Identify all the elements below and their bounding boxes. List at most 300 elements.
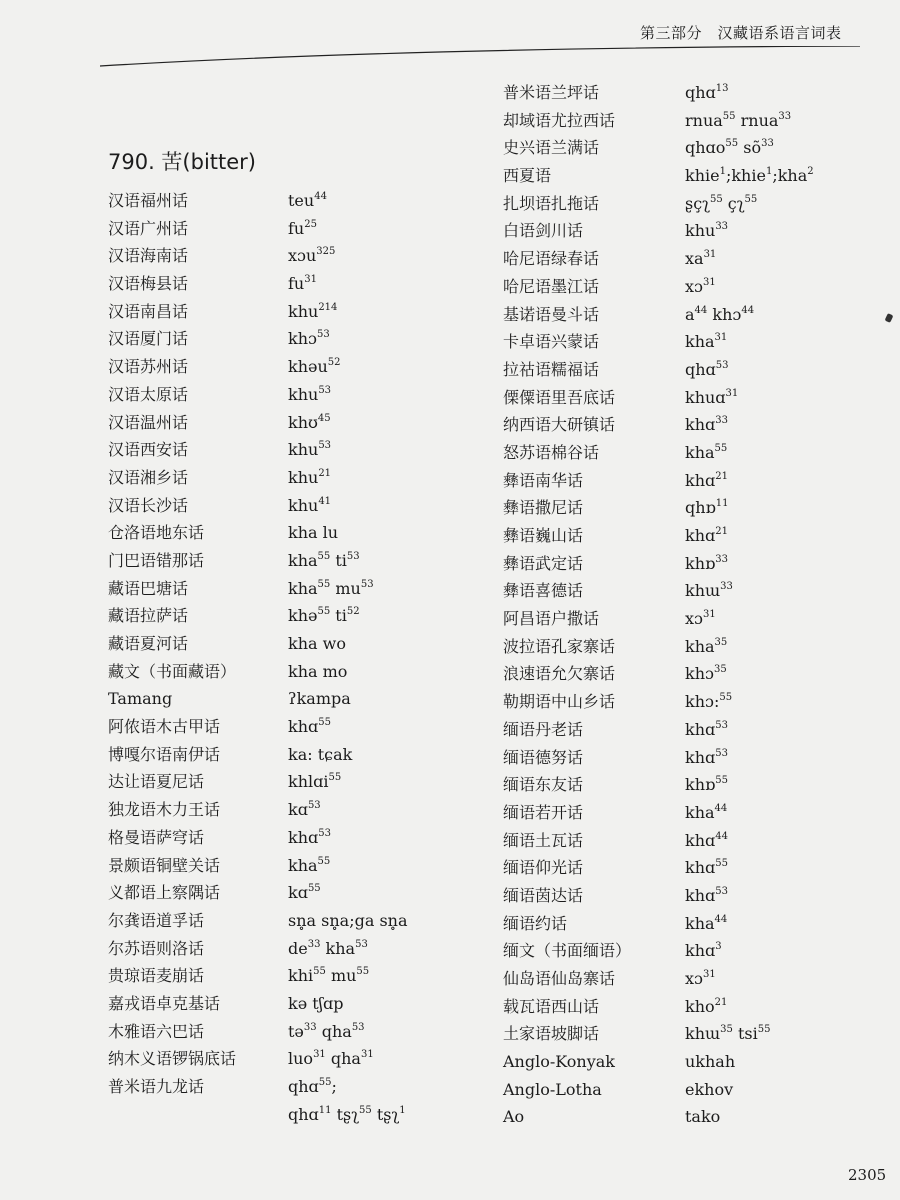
word-form — [288, 190, 327, 212]
word-form — [685, 387, 738, 409]
language-name: 史兴语兰满话 — [503, 138, 600, 158]
language-name: 仙岛语仙岛寨话 — [503, 969, 616, 988]
form-segment: teu — [288, 191, 315, 210]
language-name: Anglo-Lotha — [503, 1079, 602, 1099]
form-segment: xɔ — [685, 969, 703, 988]
word-form — [288, 910, 408, 932]
form-segment: ekhov — [685, 1079, 734, 1099]
word-form — [685, 331, 727, 353]
tone-superscript: 52 — [327, 357, 341, 369]
tone-superscript: 13 — [715, 83, 729, 94]
tone-superscript: 31 — [703, 249, 717, 261]
form-segment: çʅ — [722, 193, 745, 213]
form-segment: ;khie — [725, 166, 766, 186]
word-form — [685, 193, 757, 215]
form-segment: tʂʅ — [331, 1104, 360, 1124]
tone-superscript: 33 — [720, 581, 733, 593]
language-name: 拉祜语糯福话 — [503, 359, 600, 379]
tone-superscript: 35 — [714, 636, 728, 648]
language-name: 白语剑川话 — [503, 221, 584, 241]
form-segment: ukhah — [685, 1052, 736, 1072]
form-segment: tako — [685, 1107, 721, 1127]
form-segment: khu — [288, 384, 319, 404]
language-name: 阿昌语户撒话 — [503, 609, 600, 629]
form-segment: de — [288, 938, 308, 958]
word-form — [288, 744, 352, 766]
tone-superscript: 55 — [744, 193, 758, 205]
word-form — [288, 938, 368, 960]
form-segment: khɑ — [685, 830, 716, 850]
tone-superscript: 35 — [720, 1024, 733, 1036]
language-name: 彝语撒尼话 — [503, 498, 584, 518]
language-name: 缅文（书面缅语） — [503, 941, 632, 961]
word-form — [685, 636, 727, 658]
word-form — [685, 470, 728, 492]
form-segment: mu — [325, 966, 357, 986]
header-curve-line — [0, 46, 900, 96]
form-segment: a — [685, 304, 695, 324]
word-form — [685, 304, 754, 326]
form-segment: khu — [288, 495, 319, 515]
form-segment: fu — [288, 274, 305, 294]
form-segment: ti — [330, 606, 347, 626]
language-name: 博嘎尔语南伊话 — [108, 744, 221, 764]
language-name: 缅语仰光话 — [503, 858, 584, 878]
tone-superscript: 53 — [355, 938, 368, 950]
word-form — [685, 885, 728, 907]
form-segment: qhɒ — [685, 498, 716, 518]
tone-superscript: 55 — [715, 858, 728, 870]
word-form — [685, 1106, 720, 1128]
tone-superscript: 55 — [318, 1077, 332, 1088]
form-segment: khɑ — [685, 719, 716, 739]
tone-superscript: 35 — [713, 664, 727, 676]
tone-superscript: 31 — [313, 1049, 326, 1061]
form-segment: khɑ — [685, 941, 716, 961]
form-segment: xɔu — [288, 246, 317, 266]
tone-superscript: 55 — [328, 772, 342, 784]
language-name: 却域语尤拉西话 — [503, 110, 616, 130]
tone-superscript: 52 — [346, 606, 360, 618]
form-segment: khʊ — [288, 412, 318, 432]
word-form — [685, 857, 728, 879]
tone-superscript: 53 — [715, 885, 728, 897]
ink-smudge — [885, 313, 894, 323]
form-segment: khu — [288, 440, 319, 460]
word-form — [288, 1076, 337, 1098]
word-form — [685, 220, 728, 242]
tone-superscript: 55 — [317, 855, 331, 867]
language-name: Ao — [503, 1107, 525, 1127]
tone-superscript: 44 — [715, 830, 728, 842]
tone-superscript: 33 — [307, 938, 321, 950]
language-name: 纳西语大研镇话 — [503, 415, 616, 435]
language-name: 西夏语 — [503, 166, 552, 186]
language-name: 独龙语木力王话 — [108, 800, 221, 820]
tone-superscript: 33 — [761, 138, 774, 150]
tone-superscript: 45 — [317, 412, 331, 424]
word-form — [685, 802, 727, 824]
language-name: 彝语武定话 — [503, 553, 584, 573]
word-form — [685, 414, 728, 436]
form-segment: kha — [288, 578, 318, 598]
language-name: 普米语兰坪话 — [503, 83, 600, 102]
form-segment: qhɑ — [288, 1077, 319, 1096]
language-name: 汉语长沙话 — [108, 495, 189, 515]
form-segment: ka: tɕak — [288, 744, 353, 764]
language-name: 仓洛语地东话 — [108, 523, 205, 543]
form-segment: kha lu — [288, 523, 339, 543]
form-segment: qhɑo — [685, 138, 726, 158]
word-form — [288, 384, 331, 406]
word-form — [288, 771, 341, 793]
word-form — [288, 661, 347, 683]
word-form — [685, 719, 728, 741]
language-name: 基诺语曼斗话 — [503, 304, 600, 324]
tone-superscript: 31 — [702, 609, 716, 621]
tone-superscript: 31 — [702, 969, 716, 980]
language-name: 彝语南华话 — [503, 470, 584, 490]
form-segment: kha — [685, 636, 715, 656]
language-name: 缅语土瓦话 — [503, 830, 584, 850]
form-segment: khlɑi — [288, 772, 329, 792]
language-name: Anglo-Konyak — [503, 1052, 615, 1072]
word-form — [288, 245, 335, 267]
language-name: 缅语约话 — [503, 913, 568, 933]
word-form — [685, 1023, 770, 1045]
language-name: 汉语梅县话 — [108, 274, 189, 294]
word-form — [685, 774, 728, 796]
word-form — [685, 663, 727, 685]
tone-superscript: 31 — [702, 276, 716, 288]
word-form — [685, 82, 729, 104]
form-segment: ti — [330, 550, 347, 570]
form-segment: qha — [325, 1049, 361, 1069]
tone-superscript: 53 — [318, 440, 332, 452]
form-segment: ;kha — [772, 166, 808, 186]
language-name: 义都语上察隅话 — [108, 883, 221, 903]
form-segment: xa — [685, 249, 704, 269]
tone-superscript: 53 — [318, 384, 332, 396]
language-name: 木雅语六巴话 — [108, 1021, 205, 1041]
language-name: 扎坝语扎拖话 — [503, 193, 600, 213]
language-name: 浪速语允欠寨话 — [503, 664, 616, 684]
word-form — [685, 553, 728, 575]
form-segment: tsi — [732, 1024, 758, 1044]
word-form — [288, 827, 331, 849]
form-segment: khu — [685, 221, 716, 241]
form-segment: kha — [685, 913, 715, 933]
word-form — [288, 799, 321, 821]
form-segment: khɑ — [288, 827, 319, 847]
language-name: 汉语温州话 — [108, 412, 189, 432]
tone-superscript: 53 — [360, 578, 374, 590]
form-segment: qhɑ — [288, 1104, 319, 1124]
language-name: 格曼语萨穹话 — [108, 827, 205, 847]
word-form — [288, 993, 344, 1015]
tone-superscript: 53 — [346, 550, 360, 562]
language-name: 达让语夏尼话 — [108, 772, 205, 792]
language-name: 彝语巍山话 — [503, 526, 584, 545]
language-name: 藏语夏河话 — [108, 634, 189, 653]
word-form — [685, 359, 729, 381]
word-form — [685, 248, 716, 270]
word-form — [685, 968, 716, 990]
form-segment: ʔkampa — [288, 689, 351, 709]
tone-superscript: 31 — [304, 274, 317, 286]
word-form — [685, 940, 722, 962]
language-name: 汉语海南话 — [108, 246, 189, 266]
word-form — [685, 442, 727, 464]
word-form — [288, 1104, 406, 1126]
tone-superscript: 55 — [715, 775, 728, 787]
language-name: 汉语西安话 — [108, 440, 189, 460]
word-form — [685, 747, 728, 769]
tone-superscript: 55 — [359, 1104, 372, 1116]
tone-superscript: 44 — [694, 304, 708, 316]
form-segment: khɒ — [685, 775, 716, 795]
word-form — [288, 218, 317, 240]
language-name: 藏语巴塘话 — [108, 578, 189, 598]
word-form — [288, 578, 374, 600]
tone-superscript: 55 — [714, 442, 728, 454]
word-form — [288, 328, 330, 350]
word-form — [685, 497, 729, 519]
language-name: 勒期语中山乡话 — [503, 692, 616, 712]
word-form — [685, 110, 791, 132]
word-form — [685, 525, 728, 547]
tone-superscript: 11 — [715, 498, 729, 510]
tone-superscript: 53 — [715, 747, 728, 759]
tone-superscript: 55 — [318, 717, 331, 729]
tone-superscript: 53 — [316, 329, 330, 341]
tone-superscript: 21 — [715, 470, 728, 482]
running-header: 第三部分 汉藏语系语言词表 — [640, 24, 842, 42]
language-name: 缅语茵达话 — [503, 885, 584, 905]
tone-superscript: 41 — [318, 495, 332, 507]
form-segment: ʂçʅ — [685, 193, 710, 213]
word-form — [685, 1079, 733, 1101]
tone-superscript: 1 — [765, 166, 773, 178]
word-form — [288, 716, 331, 738]
word-form — [685, 913, 727, 935]
form-segment: xɔ — [685, 609, 703, 629]
word-form — [685, 165, 814, 187]
form-segment: mu — [330, 578, 361, 598]
word-form — [685, 1051, 735, 1073]
form-segment: khɔ: — [685, 692, 720, 712]
form-segment: kɑ — [288, 800, 308, 820]
tone-superscript: 55 — [725, 138, 739, 150]
tone-superscript: 25 — [304, 218, 317, 230]
language-name: 卡卓语兴蒙话 — [503, 332, 600, 352]
language-name: 汉语福州话 — [108, 191, 189, 210]
tone-superscript: 21 — [715, 526, 728, 537]
form-segment: sõ — [738, 138, 762, 158]
tone-superscript: 33 — [715, 553, 728, 565]
form-segment: khɑ — [685, 415, 716, 435]
form-segment: khuɑ — [685, 387, 726, 407]
language-name: 怒苏语棉谷话 — [503, 442, 600, 462]
form-segment: luo — [288, 1049, 314, 1069]
language-name: 汉语太原话 — [108, 384, 189, 404]
language-name: 波拉语孔家寨话 — [503, 636, 616, 656]
tone-superscript: 1 — [719, 166, 726, 178]
word-form — [288, 882, 321, 904]
language-name: 藏语拉萨话 — [108, 606, 189, 626]
language-name: 尔苏语则洛话 — [108, 938, 205, 958]
language-name: 嘉戎语卓克基话 — [108, 993, 221, 1013]
word-form — [288, 356, 341, 378]
language-name: 汉语苏州话 — [108, 357, 189, 377]
tone-superscript: 55 — [356, 966, 370, 978]
form-segment: khɯ — [685, 1024, 721, 1044]
word-form — [288, 467, 331, 489]
tone-superscript: 55 — [722, 110, 736, 122]
tone-superscript: 21 — [714, 996, 728, 1008]
language-name: 缅语若开话 — [503, 802, 584, 822]
word-form — [288, 522, 338, 544]
form-segment: kɑ — [288, 883, 308, 903]
tone-superscript: 44 — [714, 913, 728, 925]
tone-superscript: 33 — [715, 415, 728, 427]
tone-superscript: 31 — [725, 387, 739, 399]
form-segment: khɯ — [685, 581, 721, 601]
tone-superscript: 11 — [318, 1104, 332, 1116]
form-segment: khu — [288, 467, 319, 487]
word-form — [288, 605, 360, 627]
form-segment: qha — [316, 1021, 352, 1041]
tone-superscript: 33 — [303, 1021, 317, 1033]
form-segment: kha — [685, 802, 715, 822]
tone-superscript: 214 — [318, 301, 338, 313]
form-segment: kə tʃɑp — [288, 993, 344, 1013]
language-name: 纳木义语锣锅底话 — [108, 1049, 237, 1069]
language-name: 普米语九龙话 — [108, 1077, 205, 1096]
word-form — [288, 855, 330, 877]
form-segment: kha — [685, 332, 715, 352]
language-name: Tamang — [108, 689, 173, 709]
language-name: 汉语湘乡话 — [108, 467, 189, 487]
language-name: 缅语丹老话 — [503, 719, 584, 739]
tone-superscript: 53 — [715, 719, 728, 731]
tone-superscript: 55 — [709, 193, 723, 205]
tone-superscript: 55 — [719, 692, 733, 704]
tone-superscript: 3 — [715, 941, 722, 953]
form-segment: kha — [320, 938, 356, 958]
form-segment: khɔ — [685, 664, 714, 684]
language-name: 阿侬语木古甲话 — [108, 717, 221, 737]
tone-superscript: 53 — [351, 1021, 365, 1033]
language-name: 傈僳语里吾底话 — [503, 387, 616, 407]
tone-superscript: 33 — [715, 221, 729, 233]
form-segment: khə — [288, 606, 318, 626]
word-form — [288, 965, 369, 987]
form-segment: ; — [331, 1077, 337, 1096]
form-segment: kha — [685, 442, 715, 462]
language-name: 汉语南昌话 — [108, 301, 189, 321]
tone-superscript: 2 — [807, 166, 814, 178]
form-segment: kho — [685, 996, 715, 1016]
word-form — [288, 495, 331, 517]
tone-superscript: 1 — [399, 1104, 406, 1116]
tone-superscript: 55 — [313, 966, 326, 978]
language-name: 贵琼语麦崩话 — [108, 966, 205, 986]
language-name: 土家语坡脚话 — [503, 1024, 600, 1044]
tone-superscript: 31 — [714, 332, 728, 344]
word-form — [288, 550, 360, 572]
tone-superscript: 55 — [307, 883, 321, 895]
language-name: 汉语厦门话 — [108, 329, 189, 349]
language-name: 汉语广州话 — [108, 218, 189, 238]
word-form — [685, 691, 732, 713]
form-segment: khɑ — [685, 470, 716, 490]
tone-superscript: 325 — [316, 246, 336, 258]
form-segment: tə — [288, 1021, 304, 1041]
form-segment: khɔ — [288, 329, 317, 349]
form-segment: kha — [288, 550, 318, 570]
word-form — [685, 580, 733, 602]
language-name: 门巴语错那话 — [108, 550, 205, 570]
word-form — [685, 137, 774, 159]
form-segment: rnua — [735, 110, 779, 130]
word-form — [685, 276, 716, 298]
form-segment: khəu — [288, 357, 328, 377]
word-form — [288, 273, 317, 295]
form-segment: qhɑ — [685, 83, 716, 102]
form-segment: khɑ — [685, 747, 716, 767]
language-name: 缅语德努话 — [503, 747, 584, 767]
language-name: 载瓦语西山话 — [503, 996, 600, 1016]
form-segment: khɒ — [685, 553, 716, 573]
form-segment: sn̥a sn̥a;ga sn̥a — [288, 910, 408, 930]
word-form — [288, 439, 331, 461]
form-segment: khie — [685, 166, 720, 186]
word-form — [288, 633, 346, 655]
word-form — [288, 1021, 365, 1043]
tone-superscript: 21 — [318, 467, 332, 479]
tone-superscript: 55 — [317, 550, 331, 562]
word-form — [685, 996, 727, 1018]
form-segment: khɔ — [707, 304, 742, 324]
language-name: 缅语东友话 — [503, 775, 584, 795]
word-form — [685, 608, 716, 630]
form-segment: kha — [288, 855, 318, 875]
form-segment: khɑ — [288, 717, 319, 737]
language-name: 彝语喜德话 — [503, 581, 584, 601]
tone-superscript: 55 — [317, 606, 331, 618]
form-segment: khɑ — [685, 858, 716, 878]
page-number: 2305 — [848, 1166, 887, 1184]
entry-title: 790. 苦(bitter) — [108, 150, 257, 174]
tone-superscript: 44 — [714, 802, 728, 814]
form-segment: khɑ — [685, 526, 716, 545]
form-segment: tʂʅ — [371, 1104, 400, 1124]
tone-superscript: 33 — [778, 110, 792, 122]
tone-superscript: 53 — [307, 800, 321, 812]
word-form — [288, 412, 331, 434]
language-name: 尔龚语道孚话 — [108, 910, 205, 930]
word-form — [288, 688, 351, 710]
form-segment: kha wo — [288, 634, 346, 653]
form-segment: kha mo — [288, 661, 348, 681]
language-name: 景颇语铜壁关话 — [108, 855, 221, 875]
form-segment: khɑ — [685, 885, 716, 905]
form-segment: qhɑ — [685, 359, 716, 379]
form-segment: khi — [288, 966, 314, 986]
word-form — [288, 1048, 374, 1070]
language-name: 哈尼语绿春话 — [503, 249, 600, 269]
